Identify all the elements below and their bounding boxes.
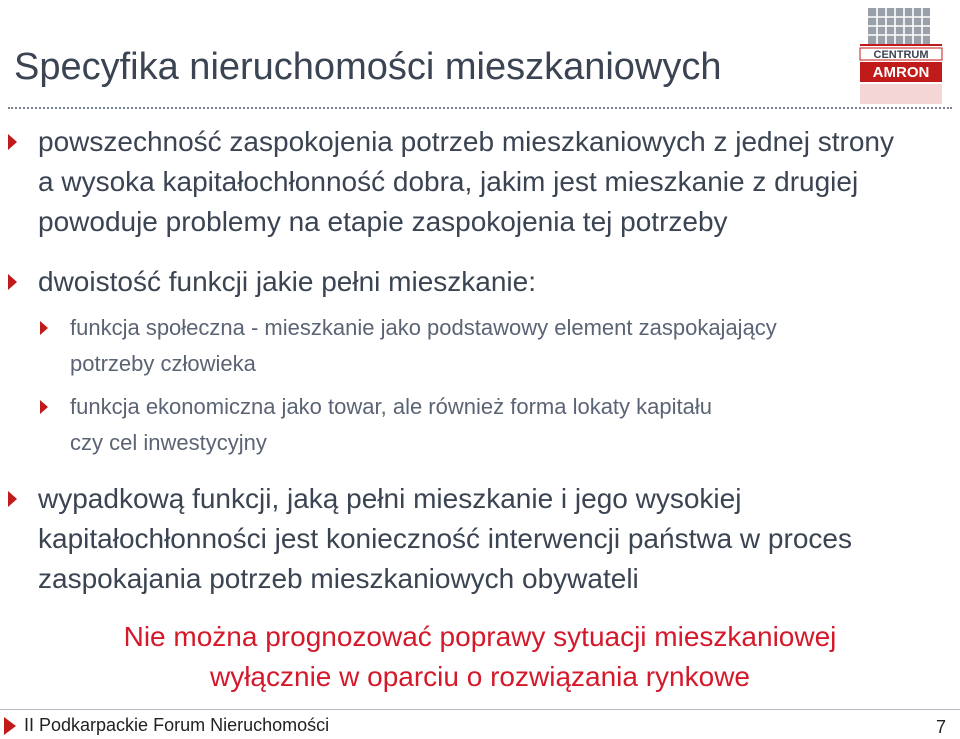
bullet-item: [38, 122, 894, 242]
bullet-arrow-icon: [8, 274, 17, 290]
sub-bullet-line: czy cel inwestycyjny: [70, 430, 267, 455]
bullet-item: [38, 479, 852, 599]
bullet-line: dwoistość funkcji jakie pełni mieszkanie:: [38, 266, 536, 297]
logo-text-amron: AMRON: [872, 64, 930, 81]
slide-title: Specyfika nieruchomości mieszkaniowych: [14, 46, 722, 88]
bullet-arrow-icon: [40, 321, 48, 335]
bullet-line: kapitałochłonności jest konieczność interwencji państwa w proces: [38, 523, 852, 554]
sub-bullet-item: [70, 310, 777, 382]
bullet-line: zaspokajania potrzeb mieszkaniowych obywateli: [38, 563, 639, 594]
page-number: 7: [935, 717, 946, 737]
footer-arrow-icon: [4, 717, 16, 735]
bullet-line: a wysoka kapitałochłonność dobra, jakim jest mieszkanie z drugiej: [38, 166, 859, 197]
bullet-arrow-icon: [8, 491, 17, 507]
conclusion-line: Nie można prognozować poprawy sytuacji mieszkaniowej: [123, 621, 837, 652]
bullet-line: powoduje problemy na etapie zaspokojenia tej potrzeby: [38, 206, 728, 237]
logo-text-centrum: CENTRUM: [873, 49, 929, 61]
centrum-amron-logo: [858, 6, 946, 108]
sub-bullet-item: [70, 389, 712, 461]
footer-event-name: II Podkarpackie Forum Nieruchomości: [24, 715, 330, 735]
sub-bullet-line: potrzeby człowieka: [70, 351, 256, 376]
sub-bullet-line: funkcja społeczna - mieszkanie jako podstawowy element zaspokajający: [70, 315, 777, 340]
bullet-line: wypadkową funkcji, jaką pełni mieszkanie i jego wysokiej: [38, 483, 742, 514]
footer-divider: [0, 709, 960, 710]
bullet-arrow-icon: [40, 400, 48, 414]
sub-bullet-line: funkcja ekonomiczna jako towar, ale również forma lokaty kapitału: [70, 394, 712, 419]
bullet-arrow-icon: [8, 134, 17, 150]
conclusion-line: wyłącznie w oparciu o rozwiązania rynkowe: [209, 661, 750, 692]
title-divider: [8, 107, 952, 109]
bullet-item: [38, 262, 536, 302]
bullet-line: powszechność zaspokojenia potrzeb mieszkaniowych z jednej strony: [38, 126, 894, 157]
